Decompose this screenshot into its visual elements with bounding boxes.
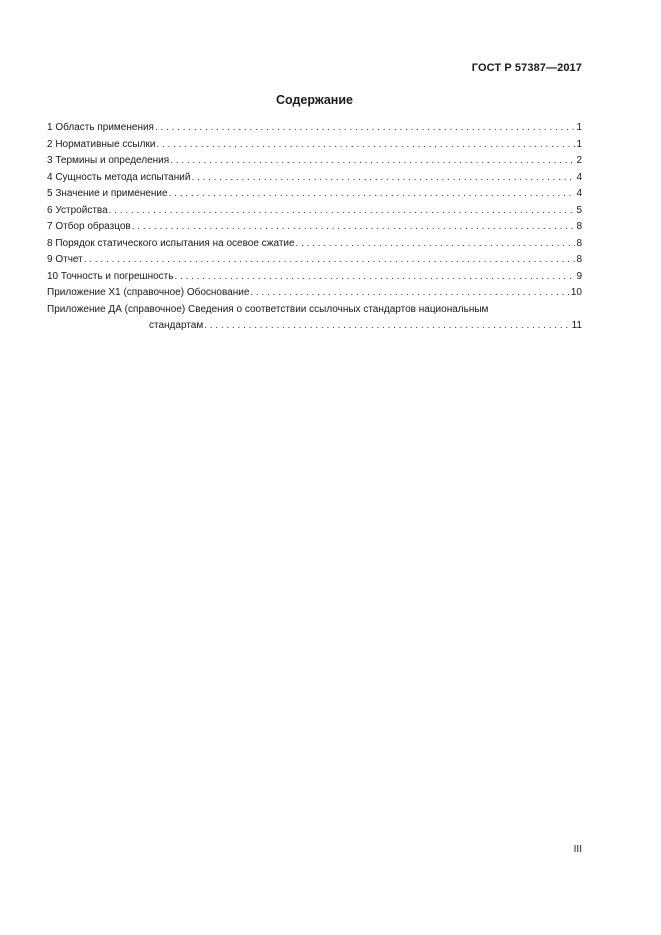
toc-entry <box>47 170 582 187</box>
document-code: ГОСТ Р 57387—2017 <box>471 62 582 74</box>
toc-entry <box>47 252 582 269</box>
toc-entry-page: 9 <box>576 270 582 282</box>
toc-entry <box>47 203 582 220</box>
toc-entry-label: 6 Устройства <box>47 204 108 216</box>
toc-entry <box>47 285 582 302</box>
toc-leader-dots <box>170 153 575 170</box>
toc-leader-dots <box>296 236 576 253</box>
toc-entry-page: 5 <box>576 204 582 216</box>
toc-leader-dots <box>191 170 575 187</box>
toc-leader-dots <box>156 137 575 154</box>
toc-entry <box>47 219 582 236</box>
toc-entry-page: 8 <box>576 237 582 249</box>
toc-entry-label-line2: стандартам <box>149 320 204 331</box>
toc-entry <box>47 186 582 203</box>
toc-entry-page: 1 <box>576 122 582 133</box>
toc-entry-label: 7 Отбор образцов <box>47 221 131 232</box>
toc-entry-page: 8 <box>576 221 582 232</box>
toc-title: Содержание <box>275 93 353 107</box>
toc-entry-label: 3 Термины и определения <box>47 155 170 166</box>
page-number: III <box>573 844 582 855</box>
toc-entry-label: 5 Значение и применение <box>47 188 168 199</box>
table-of-contents <box>47 120 582 335</box>
toc-leader-dots <box>132 219 576 236</box>
toc-entry-label: 1 Область применения <box>47 122 154 133</box>
toc-entry-page: 2 <box>576 155 582 166</box>
toc-entry-page: 4 <box>576 188 582 199</box>
toc-entry-page: 4 <box>576 171 582 183</box>
toc-entry <box>47 269 582 286</box>
toc-entry-label: 10 Точность и погрешность <box>47 270 174 282</box>
toc-entry-page: 1 <box>576 138 582 150</box>
toc-entry-label: 9 Отчет <box>47 254 83 265</box>
toc-leader-dots <box>204 318 570 335</box>
toc-entry-continuation <box>47 318 582 335</box>
toc-entry-page: 11 <box>571 320 582 331</box>
toc-entry <box>47 137 582 154</box>
toc-entry-page: 10 <box>570 287 582 298</box>
toc-leader-dots <box>174 269 575 286</box>
toc-entry-label: 8 Порядок статического испытания на осевое сжатие <box>47 237 295 249</box>
toc-entry-label: 2 Нормативные ссылки <box>47 138 156 150</box>
toc-entry-appendix-da <box>47 302 582 335</box>
toc-entry <box>47 236 582 253</box>
toc-entry-label: 4 Сущность метода испытаний <box>47 171 191 183</box>
toc-leader-dots <box>169 186 576 203</box>
toc-leader-dots <box>109 203 576 220</box>
toc-leader-dots <box>250 285 569 302</box>
toc-entry <box>47 153 582 170</box>
toc-entry-label-line1: Приложение ДА (справочное) Сведения о соответствии ссылочных стандартов национальным <box>47 303 489 315</box>
toc-leader-dots <box>155 120 575 137</box>
toc-entry-label: Приложение Х1 (справочное) Обоснование <box>47 287 250 298</box>
toc-entry <box>47 120 582 137</box>
toc-leader-dots <box>84 252 576 269</box>
toc-entry-page: 8 <box>576 254 582 265</box>
